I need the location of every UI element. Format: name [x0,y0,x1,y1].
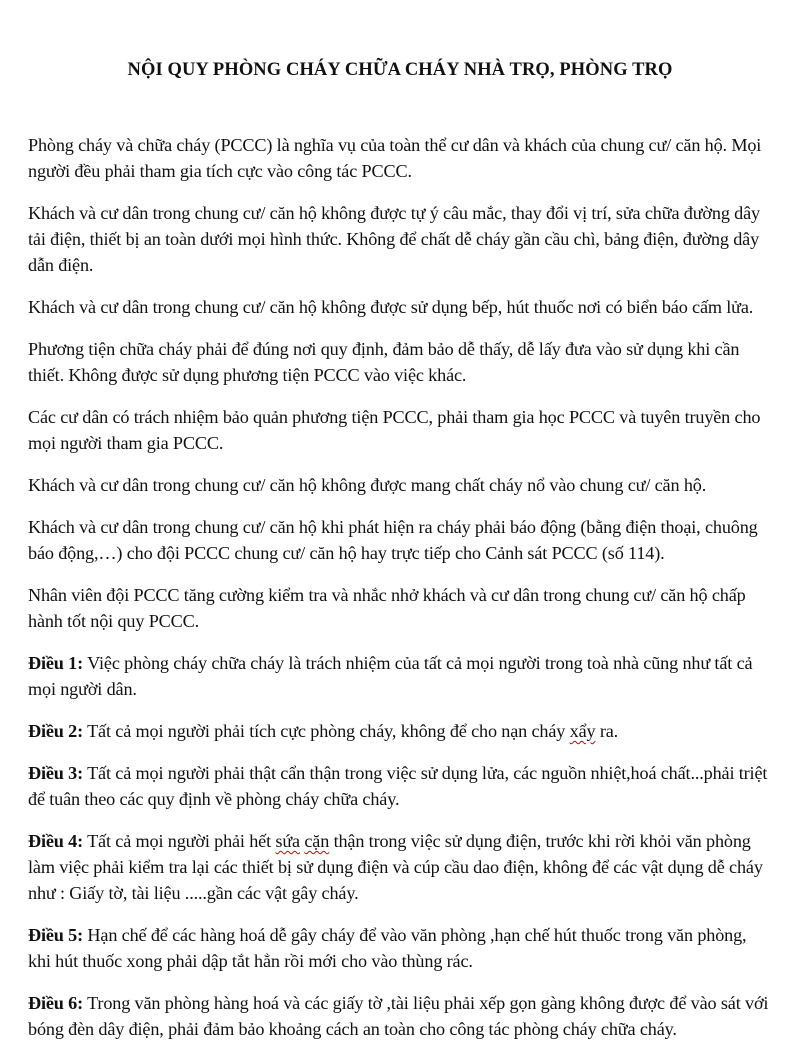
article-6 [28,990,772,1042]
spellcheck-flagged-word[interactable]: xẩy [569,721,596,741]
article-3 [28,760,772,812]
article-label: Điều 3: [28,763,84,783]
intro-paragraph-4: Phương tiện chữa cháy phải để đúng nơi quy định, đảm bảo dễ thấy, dễ lấy đưa vào sử dụng khi cần thiết. Không được sử dụng phương tiện PCCC vào việc khác. [28,339,740,385]
intro-paragraph-5: Các cư dân có trách nhiệm bảo quản phương tiện PCCC, phải tham gia học PCCC và tuyên truyền cho mọi người tham gia PCCC. [28,407,761,453]
document-title: NỘI QUY PHÒNG CHÁY CHỮA CHÁY NHÀ TRỌ, PHÒNG TRỌ [127,60,673,80]
intro-paragraph-3: Khách và cư dân trong chung cư/ căn hộ không được sử dụng bếp, hút thuốc nơi có biển báo cấm lửa. [28,297,754,317]
article-label: Điều 4: [28,831,84,851]
article-text: ra. [595,721,619,741]
article-text: Hạn chế để các hàng hoá dễ gây cháy để vào văn phòng ,hạn chế hút thuốc trong văn phòng, khi hút thuốc xong phải dập tắt hẳn rồi mới cho vào thùng rác. [28,925,747,971]
article-text: Tất cả mọi người phải tích cực phòng cháy, không để cho nạn cháy [83,721,570,741]
article-4 [28,828,772,906]
intro-paragraph-2: Khách và cư dân trong chung cư/ căn hộ không được tự ý câu mắc, thay đổi vị trí, sửa chữa đường dây tải điện, thiết bị an toàn dưới mọi hình thức. Không để chất dễ cháy gần cầu chì, bảng điện, đường dây dẫn điện. [28,203,760,275]
article-label: Điều 2: [28,721,84,741]
article-text: Tất cả mọi người phải thật cẩn thận trong việc sử dụng lửa, các nguồn nhiệt,hoá chất...phải triệt để tuân theo các quy định về phòng cháy chữa cháy. [28,763,768,809]
article-label: Điều 6: [28,993,84,1013]
article-label: Điều 1: [28,653,84,673]
article-text: Tất cả mọi người phải hết [83,831,276,851]
article-text: Việc phòng cháy chữa cháy là trách nhiệm của tất cả mọi người trong toà nhà cũng như tất cả mọi người dân. [28,653,753,699]
article-label: Điều 5: [28,925,84,945]
intro-paragraph-7: Khách và cư dân trong chung cư/ căn hộ khi phát hiện ra cháy phải báo động (bằng điện thoại, chuông báo động,…) cho đội PCCC chung cư/ căn hộ hay trực tiếp cho Cảnh sát PCCC (số 114). [28,517,758,563]
document-body [28,132,772,1042]
intro-paragraph-1: Phòng cháy và chữa cháy (PCCC) là nghĩa vụ của toàn thể cư dân và khách của chung cư/ căn hộ. Mọi người đều phải tham gia tích cực vào công tác PCCC. [28,135,762,181]
intro-paragraph-6: Khách và cư dân trong chung cư/ căn hộ không được mang chất cháy nổ vào chung cư/ căn hộ. [28,475,707,495]
intro-paragraph-8: Nhân viên đội PCCC tăng cường kiểm tra và nhắc nhở khách và cư dân trong chung cư/ căn hộ chấp hành tốt nội quy PCCC. [28,585,746,631]
article-1 [28,650,772,702]
article-5 [28,922,772,974]
spellcheck-flagged-word[interactable]: sứa [275,831,300,851]
spellcheck-flagged-word[interactable]: cặn [304,831,330,851]
article-text: thận trong việc sử dụng điện, trước khi rời khỏi văn phòng làm việc phải kiểm tra lại các thiết bị sử dụng điện và cúp cầu dao điện, không để các vật dụng dễ cháy như : Giấy tờ, tài liệu .....gần các vật gây cháy. [28,831,763,903]
article-text: Trong văn phòng hàng hoá và các giấy tờ ,tài liệu phải xếp gọn gàng không được để vào sát với bóng đèn dây điện, phải đảm bảo khoảng cách an toàn cho công tác phòng cháy chữa cháy. [28,993,769,1039]
article-2 [28,718,772,744]
